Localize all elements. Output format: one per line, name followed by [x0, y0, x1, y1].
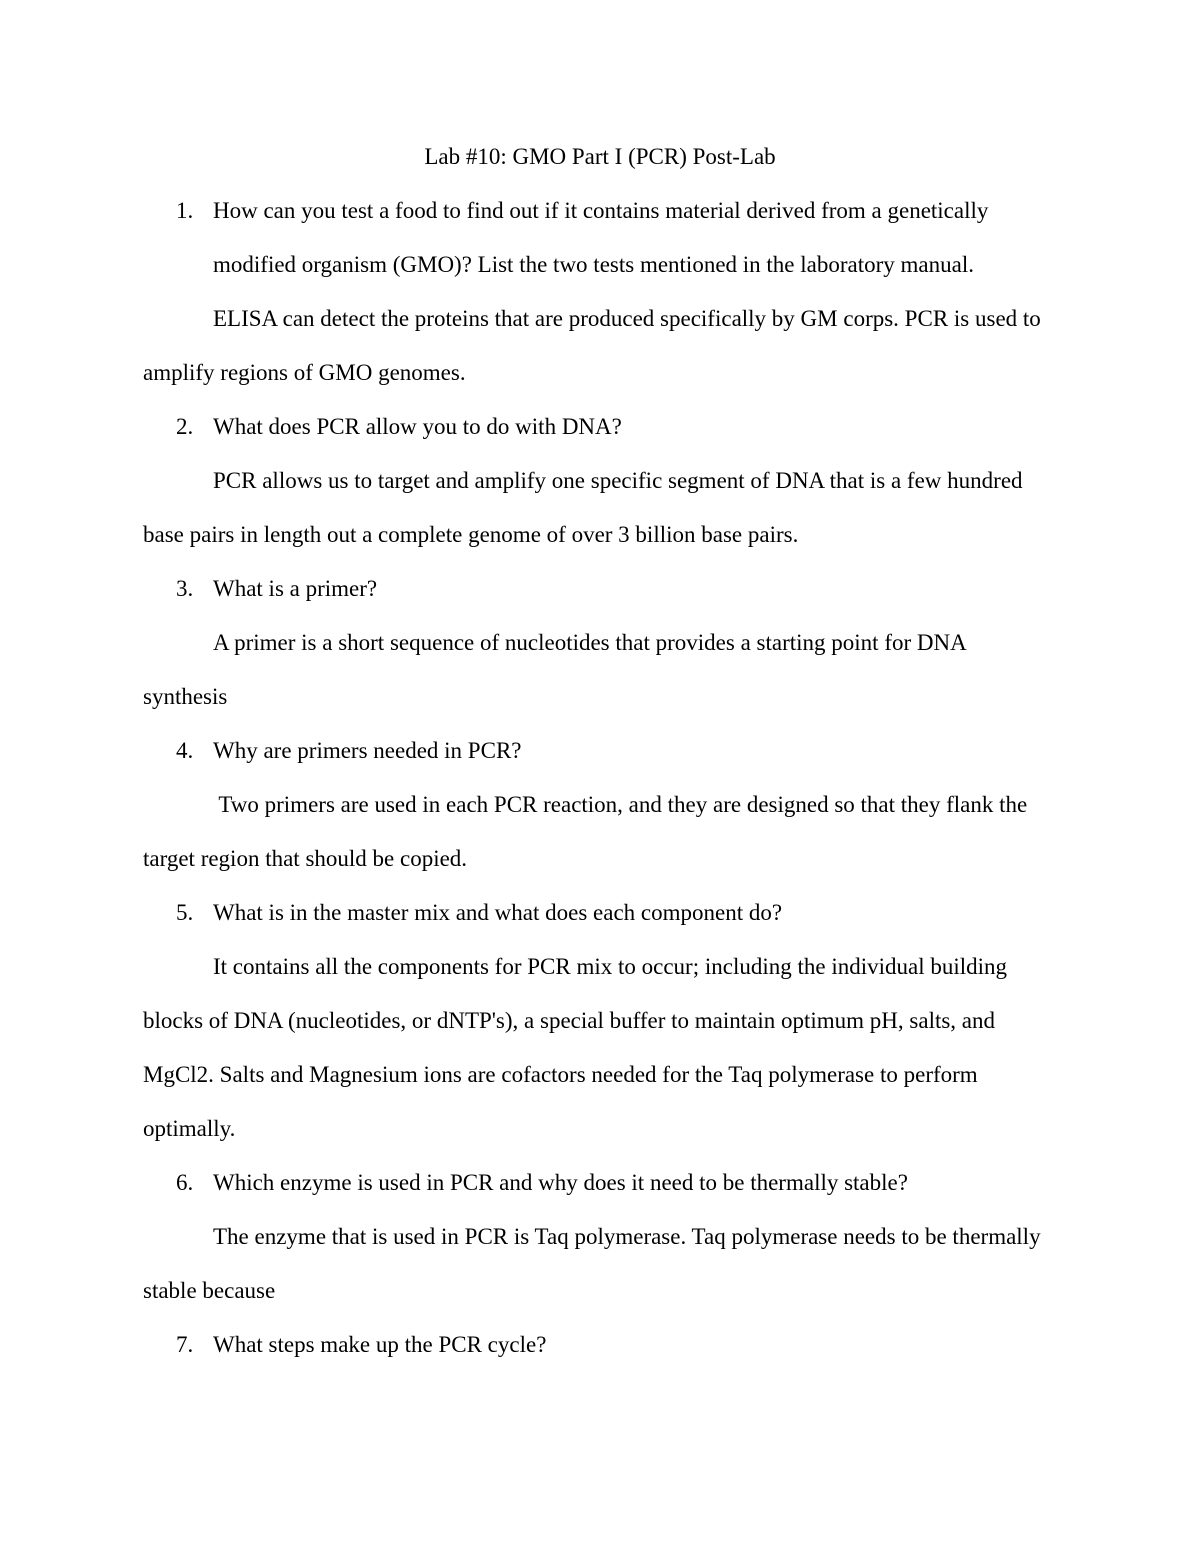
question-4-number: 4.: [176, 738, 194, 763]
question-4: [0, 724, 1200, 778]
question-1-text: How can you test a food to find out if it contains material derived from a genetically: [213, 198, 989, 223]
answer-4-line-1: Two primers are used in each PCR reaction, and they are designed so that they flank the: [213, 792, 1028, 817]
question-3: [0, 562, 1200, 616]
answer-3-line-1: A primer is a short sequence of nucleotides that provides a starting point for DNA: [213, 630, 967, 655]
answer-1-line-1: ELISA can detect the proteins that are produced specifically by GM corps. PCR is used to: [213, 306, 1041, 331]
question-6-text: Which enzyme is used in PCR and why does it need to be thermally stable?: [213, 1170, 908, 1195]
question-5: [0, 886, 1200, 940]
question-1-text-line-2: modified organism (GMO)? List the two tests mentioned in the laboratory manual.: [213, 252, 974, 277]
answer-2-line-1: PCR allows us to target and amplify one specific segment of DNA that is a few hundred: [213, 468, 1023, 493]
question-4-text: Why are primers needed in PCR?: [213, 738, 522, 763]
answer-6-line-1: The enzyme that is used in PCR is Taq polymerase. Taq polymerase needs to be thermally: [213, 1224, 1041, 1249]
answer-1-line-2: amplify regions of GMO genomes.: [143, 360, 466, 385]
answer-6-line-2: stable because: [143, 1278, 276, 1303]
document-title: Lab #10: GMO Part I (PCR) Post-Lab: [424, 144, 776, 169]
question-7-number: 7.: [176, 1332, 194, 1357]
question-3-number: 3.: [176, 576, 194, 601]
question-7-text: What steps make up the PCR cycle?: [213, 1332, 547, 1357]
question-2-text: What does PCR allow you to do with DNA?: [213, 414, 622, 439]
question-5-number: 5.: [176, 900, 194, 925]
question-1-number: 1.: [176, 198, 194, 223]
answer-2-line-2: base pairs in length out a complete genome of over 3 billion base pairs.: [143, 522, 799, 547]
answer-3-line-2: synthesis: [143, 684, 228, 709]
answer-4-line-2: target region that should be copied.: [143, 846, 468, 871]
answer-5-line-4: optimally.: [143, 1116, 236, 1141]
question-3-text: What is a primer?: [213, 576, 378, 601]
question-2: [0, 400, 1200, 454]
answer-5-line-2: blocks of DNA (nucleotides, or dNTP's), a special buffer to maintain optimum pH, salts, and: [143, 1008, 996, 1033]
question-1: [0, 184, 1200, 238]
question-5-text: What is in the master mix and what does each component do?: [213, 900, 783, 925]
answer-5-line-3: MgCl2. Salts and Magnesium ions are cofactors needed for the Taq polymerase to perform: [143, 1062, 978, 1087]
question-6-number: 6.: [176, 1170, 194, 1195]
question-6: [0, 1156, 1200, 1210]
question-2-number: 2.: [176, 414, 194, 439]
answer-5-line-1: It contains all the components for PCR mix to occur; including the individual building: [213, 954, 1008, 979]
question-7: [0, 1318, 1200, 1372]
